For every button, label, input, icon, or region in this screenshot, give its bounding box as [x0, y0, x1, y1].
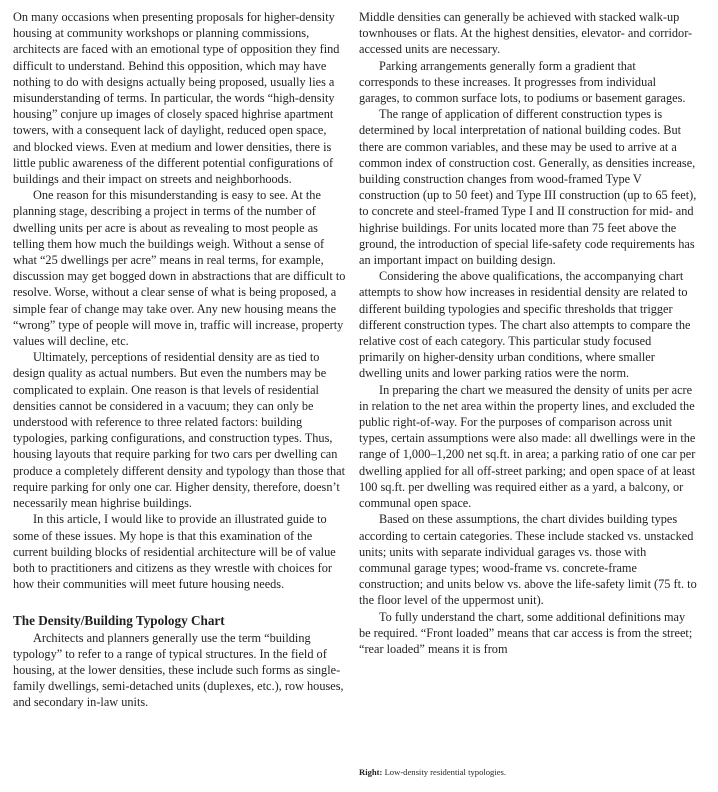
figure-caption	[359, 767, 506, 778]
body-paragraph: In preparing the chart we measured the density of units per acre in relation to the net area within the property lines, and excluded the public right-of-way. For the purposes of comparison across unit types, certain assumptions were also made: all dwellings were in the range of 1,000–1,200 net sq.ft. in area; a parking ratio of one car per dwelling applied for all off-street parking; and open space of at least 100 sq.ft. per dwelling was required either as a yard, a balcony, or communal open space.	[359, 382, 696, 511]
body-paragraph: Parking arrangements generally form a gradient that corresponds to these increases. It progresses from individual garages, to common surface lots, to podiums or basement garages.	[359, 58, 686, 106]
body-paragraph: On many occasions when presenting proposals for higher-density housing at community workshops or planning commissions, architects are faced with an emotional type of opposition they find difficult to understand. Behind this opposition, which may have nothing to do with designs actually being proposed, usually lies a misunderstanding of terms. In particular, the words “high-density housing” conjure up images of closely spaced highrise apartment towers, with a consequent lack of daylight, reduced open space, and blocked views. Even at medium and lower densities, there is little public awareness of the different potential configurations of buildings and their impact on streets and neighborhoods.	[13, 10, 340, 187]
body-paragraph: Middle densities can generally be achieved with stacked walk-up townhouses or flats. At the highest densities, elevator- and corridor-accessed units are necessary.	[359, 10, 693, 57]
left-column	[13, 9, 346, 711]
body-paragraph: Architects and planners generally use the term “building typology” to refer to a range of typical structures. In the field of housing, at the lower densities, these include such forms as single-family dwellings, semi-detached units (duplexes, etc.), row houses, and secondary in-law units.	[13, 630, 344, 710]
body-paragraph: To fully understand the chart, some additional definitions may be required. “Front loaded” means that car access is from the street; “rear loaded” means it is from	[359, 609, 693, 656]
right-column	[359, 9, 697, 657]
body-paragraph: Considering the above qualifications, the accompanying chart attempts to show how increases in residential density are related to different building typologies and specific thresholds that trigger different construction types. The chart also attempts to compare the relative cost of each category. This particular study focused primarily on higher-density urban conditions, where smaller dwelling units and lower parking ratios were the norm.	[359, 269, 691, 381]
caption-text: Low-density residential typologies.	[384, 767, 507, 777]
caption-label: Right:	[359, 767, 383, 777]
body-paragraph: Ultimately, perceptions of residential density are as tied to design quality as actual numbers. But even the numbers may be complicated to explain. One reason is that levels of residential densities cannot be considered in a vacuum; they can only be understood with reference to three related factors: building typologies, parking configurations, and construction types. Thus, housing layouts that require parking for two cars per dwelling can produce a completely different density and typology than those that require parking for only one car. Higher density, therefore, doesn’t necessarily mean highrise buildings.	[13, 350, 346, 511]
body-paragraph: One reason for this misunderstanding is easy to see. At the planning stage, describing a project in terms of the number of dwelling units per acre is about as revealing to most people as telling them how much the buildings weigh. Without a sense of what “25 dwellings per acre” means in real terms, for example, discussion may get bogged down in abstractions that are difficult to resolve. Worse, without a clear sense of what is being proposed, a simple fear of change may take over. Any new housing means the “wrong” type of people will move in, traffic will increase, property values will decline, etc.	[13, 188, 346, 349]
section-heading: The Density/Building Typology Chart	[13, 613, 225, 629]
body-paragraph: Based on these assumptions, the chart divides building types according to certain categories. These include stacked vs. unstacked units; units with separate individual garages vs. those with communal garage types; wood-frame vs. concrete-frame construction; and units below vs. above the life-safety limit (75 ft. to the floor level of the uppermost unit).	[359, 512, 697, 608]
body-paragraph: The range of application of different construction types is determined by local interpretation of national building codes. But there are common variables, and these may be used to arrive at a common index of construction cost. Generally, as densities increase, building construction changes from wood-framed Type V construction (up to 50 feet) and Type III construction (up to 65 feet), to concrete and steel-framed Type I and II construction for mid- and highrise buildings. For units located more than 75 feet above the ground, the introduction of special life-safety code requirements has an important impact on building design.	[359, 107, 697, 268]
body-paragraph: In this article, I would like to provide an illustrated guide to some of these issues. My hope is that this examination of the current building blocks of residential architecture will be of value both to practitioners and citizens as they wrestle with choices for how their communities will meet future housing needs.	[13, 512, 336, 592]
